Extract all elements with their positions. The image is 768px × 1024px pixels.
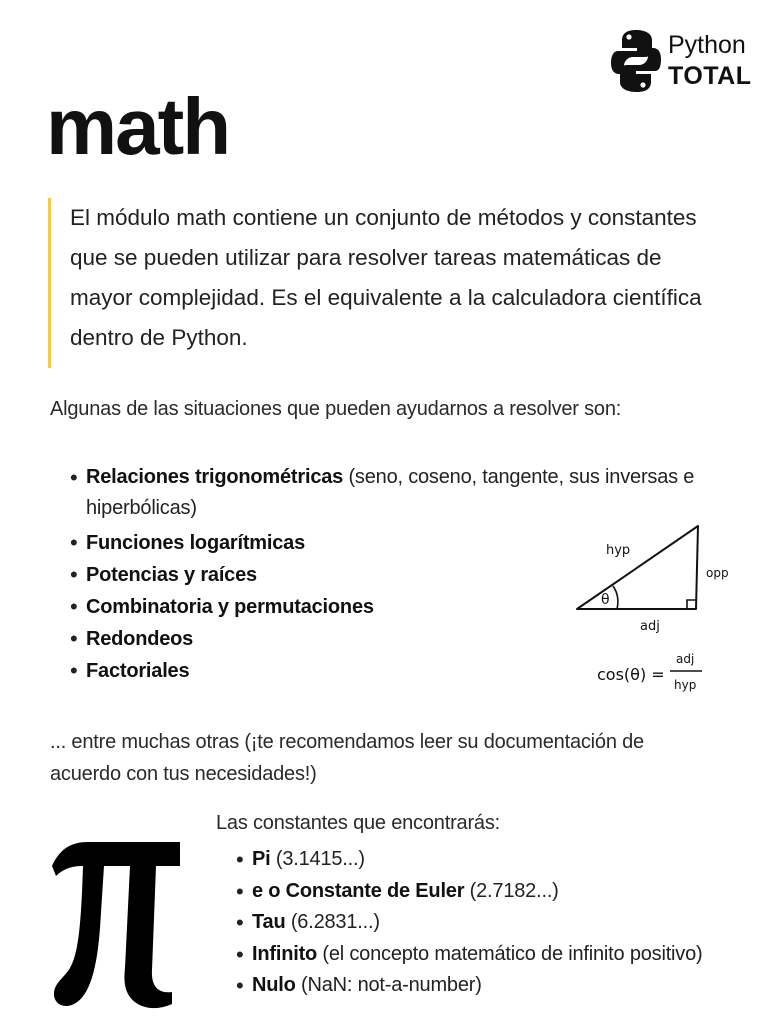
constant-name: Infinito	[252, 942, 318, 965]
list-item-bold: Funciones logarítmicas	[86, 532, 305, 554]
constant-detail: (3.1415...)	[270, 848, 365, 870]
constant-name: Nulo	[252, 974, 296, 996]
constant-detail: (el concepto matemático de infinito positivo)	[317, 942, 703, 965]
list-item	[236, 939, 736, 971]
angle-label: θ	[601, 592, 610, 608]
description-callout	[48, 198, 711, 368]
adj-label: adj	[640, 619, 660, 634]
formula-numerator: adj	[676, 652, 695, 666]
constant-name: e o Constante de Euler	[252, 879, 465, 902]
constant-detail: (2.7182...)	[464, 879, 559, 902]
brand-line-1: Python	[668, 31, 746, 59]
formula-left: cos(θ) =	[597, 665, 665, 684]
pi-symbol-graphic	[48, 818, 188, 1013]
list-item	[70, 462, 696, 524]
list-item-bold: Factoriales	[86, 660, 190, 682]
constant-detail: (6.2831...)	[285, 911, 380, 933]
brand-logo	[610, 28, 750, 98]
list-item	[236, 844, 736, 876]
brand-line-2: TOTAL	[668, 62, 752, 90]
list-item	[236, 907, 736, 939]
constants-heading: Las constantes que encontrarás:	[216, 812, 500, 834]
constant-name: Pi	[252, 848, 271, 870]
list-item	[236, 876, 736, 908]
constant-name: Tau	[252, 911, 286, 933]
opp-label: opp	[706, 566, 729, 580]
list-item-bold: Combinatoria y permutaciones	[86, 596, 374, 618]
list-item-bold: Relaciones trigonométricas	[86, 466, 344, 488]
list-item-detail: (seno, coseno, tangente, sus inversas e hiperbólicas)	[86, 466, 695, 519]
hyp-label: hyp	[606, 543, 631, 558]
list-item-bold: Redondeos	[86, 628, 194, 650]
constants-list	[236, 844, 736, 1002]
description-text: El módulo math contiene un conjunto de métodos y constantes que se pueden utilizar para resolver tareas matemáticas de mayor complejidad. Es el equivalente a la calculadora científica dentro de Python.	[70, 205, 702, 350]
uses-intro: Algunas de las situaciones que pueden ayudarnos a resolver son:	[50, 398, 622, 420]
list-item	[236, 970, 736, 1002]
outro-text: ... entre muchas otras (¡te recomendamos leer su documentación de acuerdo con tus necesidades!)	[50, 731, 644, 785]
list-item-bold: Potencias y raíces	[86, 564, 257, 586]
formula-denominator: hyp	[674, 678, 697, 692]
python-logo-icon	[610, 28, 662, 94]
trig-triangle-diagram	[572, 520, 742, 700]
constant-detail: (NaN: not-a-number)	[295, 974, 482, 996]
page-title: math	[46, 82, 230, 171]
